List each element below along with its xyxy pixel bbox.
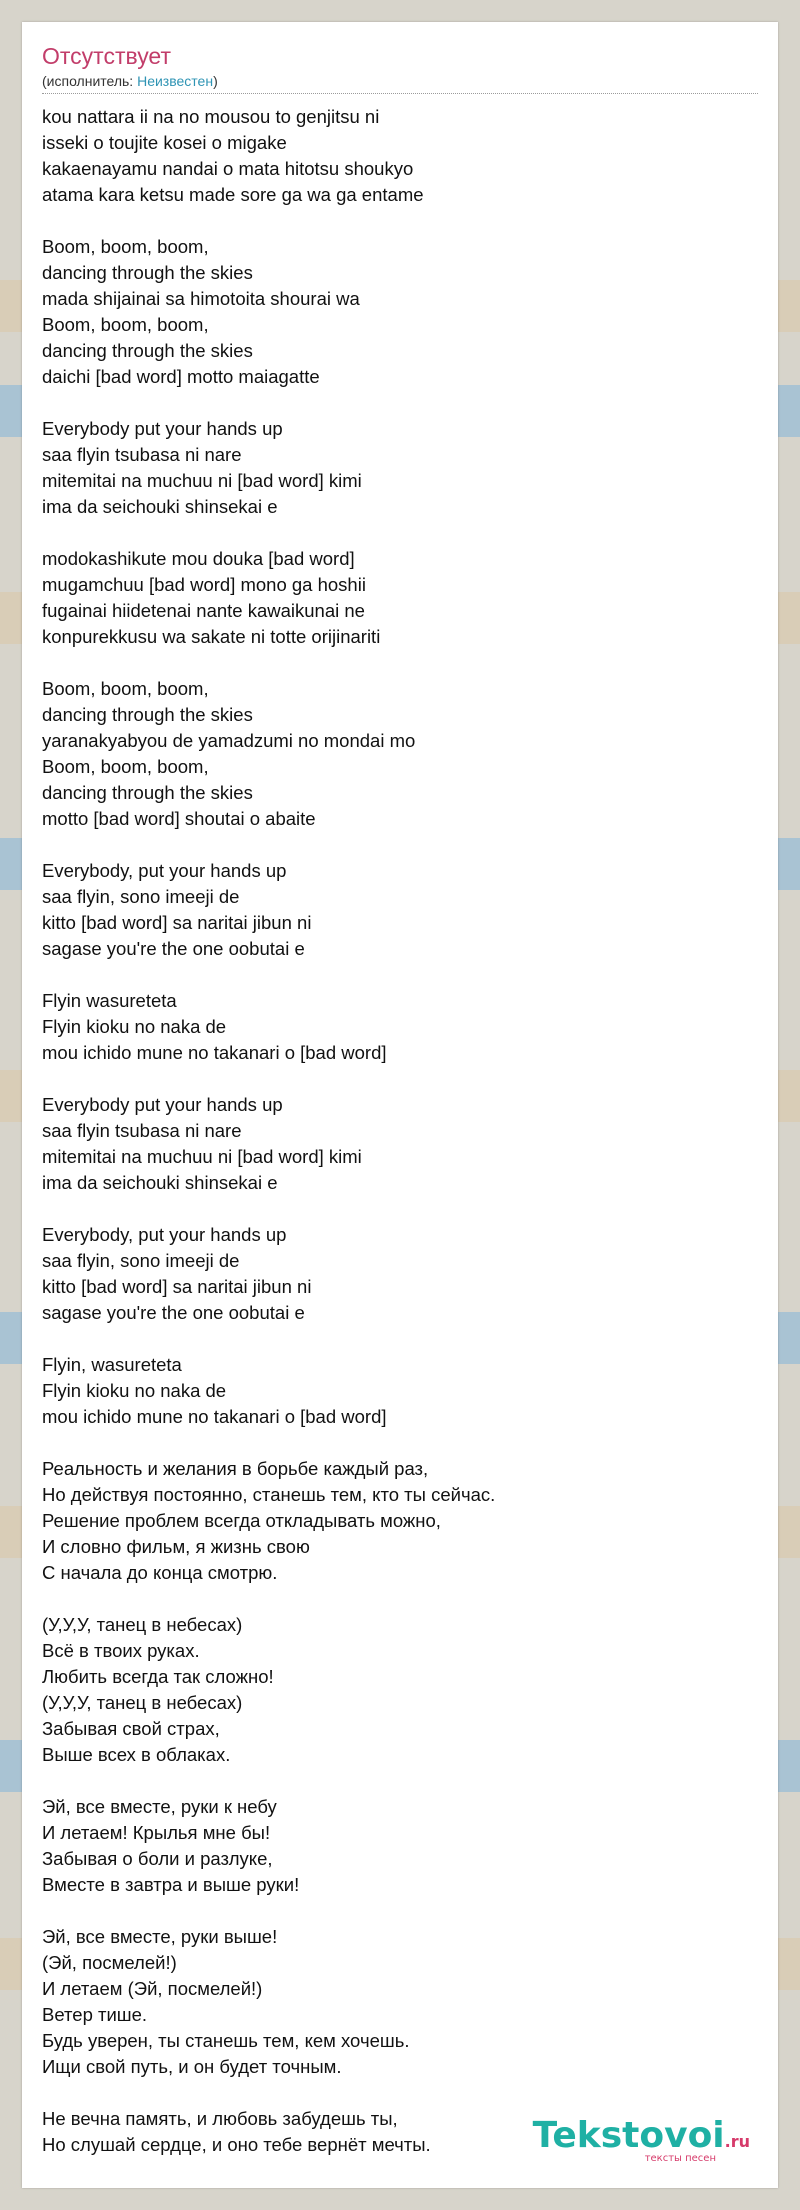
lyric-line: Любить всегда так сложно!: [42, 1666, 274, 1687]
lyric-line: saa flyin, sono imeeji de: [42, 1250, 240, 1271]
lyric-line: Забывая свой страх,: [42, 1718, 220, 1739]
song-title: Отсутствует: [42, 43, 171, 69]
lyric-line: Everybody, put your hands up: [42, 1224, 287, 1245]
lyrics-stanza: [42, 1456, 758, 1586]
lyric-line: ima da seichouki shinsekai e: [42, 496, 278, 517]
lyric-line: kakaenayamu nandai o mata hitotsu shoukyo: [42, 158, 414, 179]
lyric-line: atama kara ketsu made sore ga wa ga entame: [42, 184, 424, 205]
lyric-line: Boom, boom, boom,: [42, 236, 209, 257]
lyrics-stanza: [42, 858, 758, 962]
lyric-line: konpurekkusu wa sakate ni totte orijinariti: [42, 626, 381, 647]
lyrics-stanza: [42, 1222, 758, 1326]
logo-tld-text: .ru: [724, 2132, 750, 2151]
lyric-line: sagase you're the one oobutai e: [42, 1302, 305, 1323]
lyrics-stanza: [42, 416, 758, 520]
lyrics-stanza: [42, 234, 758, 390]
lyric-line: Flyin wasureteta: [42, 990, 177, 1011]
lyrics-stanza: [42, 104, 758, 208]
lyric-line: И летаем! Крылья мне бы!: [42, 1822, 271, 1843]
lyric-line: Забывая о боли и разлуке,: [42, 1848, 273, 1869]
lyrics-stanza: [42, 1352, 758, 1430]
lyric-line: motto [bad word] shoutai o abaite: [42, 808, 316, 829]
lyric-line: isseki o toujite kosei o migake: [42, 132, 287, 153]
lyric-line: Эй, все вместе, руки к небу: [42, 1796, 277, 1817]
lyric-line: kitto [bad word] sa naritai jibun ni: [42, 1276, 312, 1297]
lyric-line: Flyin kioku no naka de: [42, 1380, 227, 1401]
lyric-line: saa flyin tsubasa ni nare: [42, 444, 242, 465]
lyric-line: kou nattara ii na no mousou to genjitsu ni: [42, 106, 380, 127]
lyric-line: Но слушай сердце, и оно тебе вернёт мечты.: [42, 2134, 431, 2155]
lyrics-card: [22, 22, 778, 2188]
lyric-line: Boom, boom, boom,: [42, 314, 209, 335]
lyric-line: Всё в твоих руках.: [42, 1640, 200, 1661]
lyric-line: Ветер тише.: [42, 2004, 148, 2025]
lyric-line: С начала до конца смотрю.: [42, 1562, 278, 1583]
lyric-line: modokashikute mou douka [bad word]: [42, 548, 355, 569]
lyrics-stanza: [42, 1794, 758, 1898]
lyric-line: saa flyin tsubasa ni nare: [42, 1120, 242, 1141]
lyric-line: saa flyin, sono imeeji de: [42, 886, 240, 907]
lyric-line: mitemitai na muchuu ni [bad word] kimi: [42, 470, 362, 491]
logo-tagline: тексты песен: [644, 2153, 716, 2164]
lyric-line: mitemitai na muchuu ni [bad word] kimi: [42, 1146, 362, 1167]
lyric-line: yaranakyabyou de yamadzumi no mondai mo: [42, 730, 416, 751]
lyric-line: sagase you're the one oobutai e: [42, 938, 305, 959]
lyric-line: Выше всех в облаках.: [42, 1744, 231, 1765]
lyric-line: dancing through the skies: [42, 262, 253, 283]
artist-suffix: ): [213, 73, 218, 89]
lyric-line: mada shijainai sa himotoita shourai wa: [42, 288, 360, 309]
lyric-line: mou ichido mune no takanari o [bad word]: [42, 1042, 387, 1063]
lyric-line: Решение проблем всегда откладывать можно,: [42, 1510, 441, 1531]
artist-line: [42, 72, 218, 90]
lyric-line: mugamchuu [bad word] mono ga hoshii: [42, 574, 366, 595]
lyric-line: Boom, boom, boom,: [42, 756, 209, 777]
lyric-line: dancing through the skies: [42, 340, 253, 361]
artist-prefix: (исполнитель:: [42, 73, 138, 89]
lyric-line: (У,У,У, танец в небесах): [42, 1692, 243, 1713]
lyrics-stanza: [42, 988, 758, 1066]
artist-link[interactable]: Неизвестен: [137, 73, 214, 89]
lyric-line: kitto [bad word] sa naritai jibun ni: [42, 912, 312, 933]
lyric-line: fugainai hiidetenai nante kawaikunai ne: [42, 600, 365, 621]
lyric-line: Будь уверен, ты станешь тем, кем хочешь.: [42, 2030, 410, 2051]
lyrics-stanza: [42, 546, 758, 650]
lyric-line: Не вечна память, и любовь забудешь ты,: [42, 2108, 398, 2129]
lyric-line: Everybody put your hands up: [42, 418, 283, 439]
lyric-line: (Эй, посмелей!): [42, 1952, 177, 1973]
site-logo[interactable]: [533, 2117, 750, 2164]
lyric-line: Flyin kioku no naka de: [42, 1016, 227, 1037]
lyrics-stanza: [42, 1092, 758, 1196]
lyrics-stanza: [42, 1612, 758, 1768]
lyric-line: daichi [bad word] motto maiagatte: [42, 366, 320, 387]
lyric-line: Flyin, wasureteta: [42, 1354, 182, 1375]
lyric-line: dancing through the skies: [42, 704, 253, 725]
lyrics-text: [42, 104, 758, 2184]
lyrics-stanza: [42, 1924, 758, 2080]
lyric-line: Эй, все вместе, руки выше!: [42, 1926, 278, 1947]
title-divider: [42, 93, 758, 94]
lyric-line: Ищи свой путь, и он будет точным.: [42, 2056, 342, 2077]
lyric-line: Everybody put your hands up: [42, 1094, 283, 1115]
lyric-line: Реальность и желания в борьбе каждый раз,: [42, 1458, 429, 1479]
lyric-line: И летаем (Эй, посмелей!): [42, 1978, 263, 1999]
lyrics-stanza: [42, 676, 758, 832]
lyric-line: И словно фильм, я жизнь свою: [42, 1536, 310, 1557]
lyric-line: dancing through the skies: [42, 782, 253, 803]
lyric-line: Но действуя постоянно, станешь тем, кто ты сейчас.: [42, 1484, 496, 1505]
lyric-line: Boom, boom, boom,: [42, 678, 209, 699]
lyric-line: (У,У,У, танец в небесах): [42, 1614, 243, 1635]
lyric-line: ima da seichouki shinsekai e: [42, 1172, 278, 1193]
lyric-line: Вместе в завтра и выше руки!: [42, 1874, 300, 1895]
logo-main-text: Tekstovoi: [532, 2115, 725, 2156]
lyric-line: Everybody, put your hands up: [42, 860, 287, 881]
lyric-line: mou ichido mune no takanari o [bad word]: [42, 1406, 387, 1427]
